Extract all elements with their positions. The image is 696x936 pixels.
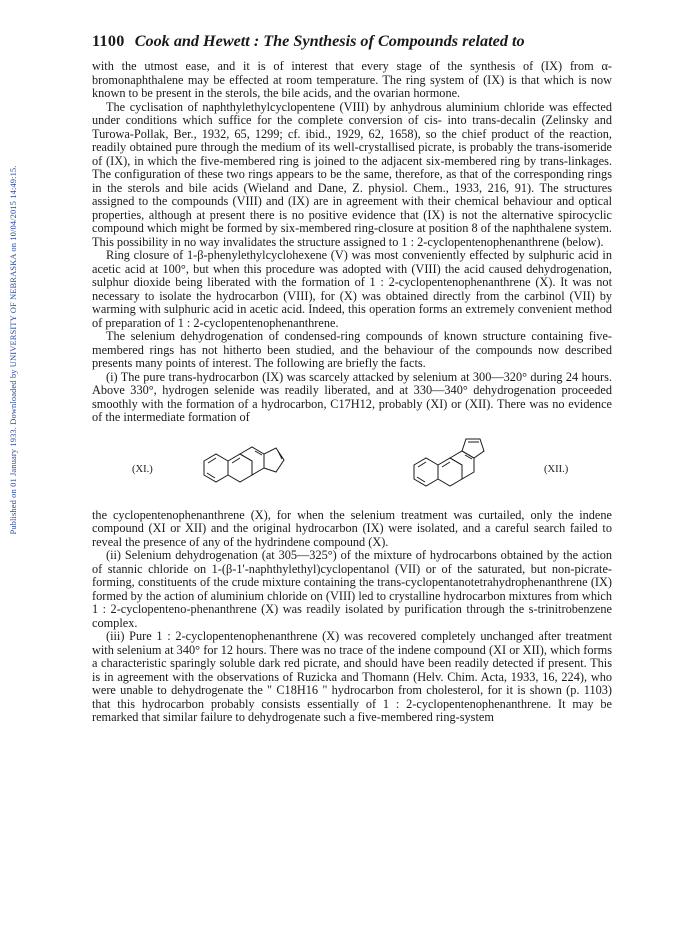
page-header — [92, 32, 612, 51]
paragraph-8: (iii) Pure 1 : 2-cyclopentenophenanthrene (X) was recovered completely unchanged after treatment with selenium at 340° for 12 hours. There was no trace of the indene compound (XI or XII), which forms a characteristic sparingly soluble dark red picrate, and should have been readily detected if present. This is in agreement with the observations of Ruzicka and Thomann (Helv. Chim. Acta, 1933, 16, 224), who were unable to dehydrogenate the " C18H16 " hydrocarbon from cholesterol, for it is shown (p. 1103) that this hydrocarbon probably consists essentially of 1 : 2-cyclopentenophenanthrene. It may be remarked that similar failure to dehydrogenate such a five-membered ring-system — [92, 629, 612, 724]
page-body — [92, 32, 612, 725]
paragraph-4: The selenium dehydrogenation of condensed-ring compounds of known structure containing five-membered rings has not hitherto been studied, and the behaviour of the compounds now described presents many points of interest. The following are briefly the facts. — [92, 329, 612, 370]
structure-label-xi: (XI.) — [132, 463, 153, 475]
paragraph-1: with the utmost ease, and it is of interest that every stage of the synthesis of (IX) from α-bromonaphthalene may be effected at room temperature. The ring system of (IX) is that which is now known to be present in the sterols, the bile acids, and the ovarian hormone. — [92, 59, 612, 100]
sidebar-notice — [0, 110, 26, 590]
chemical-structures — [92, 427, 612, 507]
download-notice: Published on 01 January 1933. Downloaded by UNIVERSITY OF NEBRASKA on 10/04/2015 14:49:15. — [8, 165, 18, 535]
paragraph-6: the cyclopentenophenanthrene (X), for when the selenium treatment was curtailed, only the indene compound (XI or XII) and the original hydrocarbon (IX) were isolated, and a careful search failed to reveal the presence of any of the hydrindene compound (X). — [92, 507, 612, 549]
paragraph-7: (ii) Selenium dehydrogenation (at 305—325°) of the mixture of hydrocarbons obtained by the action of stannic chloride on 1-(β-1'-naphthylethyl)cyclopentanol (VII) or of the saturated, but non-picrate-forming, constituents of the crude mixture containing the trans-cyclopentanotetrahydrophenanthrene (IX) formed by the action of aluminium chloride on (VIII) led to crystalline hydrocarbon mixtures from which 1 : 2-cyclopenteno-phenanthrene (X) was readily isolated by purification through the s-trinitrobenzene complex. — [92, 548, 612, 630]
paragraph-5: (i) The pure trans-hydrocarbon (IX) was scarcely attacked by selenium at 300—320° during 24 hours. Above 330°, hydrogen selenide was readily liberated, and at 330—340° dehydrogenation proceeded smoothly with the formation of a hydrocarbon, C17H12, probably (XI) or (XII). There was no evidence of the intermediate formation of — [92, 369, 612, 424]
structure-xii-diagram — [402, 427, 522, 507]
structure-label-xii: (XII.) — [544, 463, 569, 475]
running-title: Cook and Hewett : The Synthesis of Compounds related to — [134, 32, 525, 50]
paragraph-2: The cyclisation of naphthylethylcyclopentene (VIII) by anhydrous aluminium chloride was effected under conditions which suffice for the complete conversion of cis- into trans-decalin (Zelinsky and Turowa-Pollak, Ber., 1932, 65, 1299; cf. ibid., 1929, 62, 1658), so the chief product of the reaction, readily obtained pure through the medium of its well-crystallised picrate, is probably the trans-isomeride of (IX), in which the five-membered ring is joined to the adjacent six-membered ring by trans-linkages. The configuration of these two rings appears to be the same, therefore, as that of the corresponding rings in the sterols and bile acids (Wieland and Dane, Z. physiol. Chem., 1933, 216, 91). The structures assigned to the compounds (VIII) and (IX) are in agreement with their chemical behaviour and optical properties, although at present there is no positive evidence that (IX) is not the alternative spirocyclic compound which might be formed by six-membered ring-closure at position 8 of the naphthalene system. This possibility in no way invalidates the structure assigned to 1 : 2-cyclopentenophenanthrene (below). — [92, 99, 612, 249]
structure-xi-diagram — [192, 427, 312, 507]
paragraph-3: Ring closure of 1-β-phenylethylcyclohexene (V) was most conveniently effected by sulphuric acid in acetic acid at 100°, but when this procedure was adopted with (VIII) the acid caused dehydrogenation, sulphur dioxide being liberated with the formation of 1 : 2-cyclopentenophenanthrene (X). It was not necessary to isolate the hydrocarbon (VIII), for (X) was obtained directly from the carbinol (VII) by warming with sulphuric acid in acetic acid. Indeed, this operation forms an extremely convenient method of preparation of 1 : 2-cyclopentenophenanthrene. — [92, 248, 612, 330]
page-number: 1100 — [92, 32, 125, 50]
